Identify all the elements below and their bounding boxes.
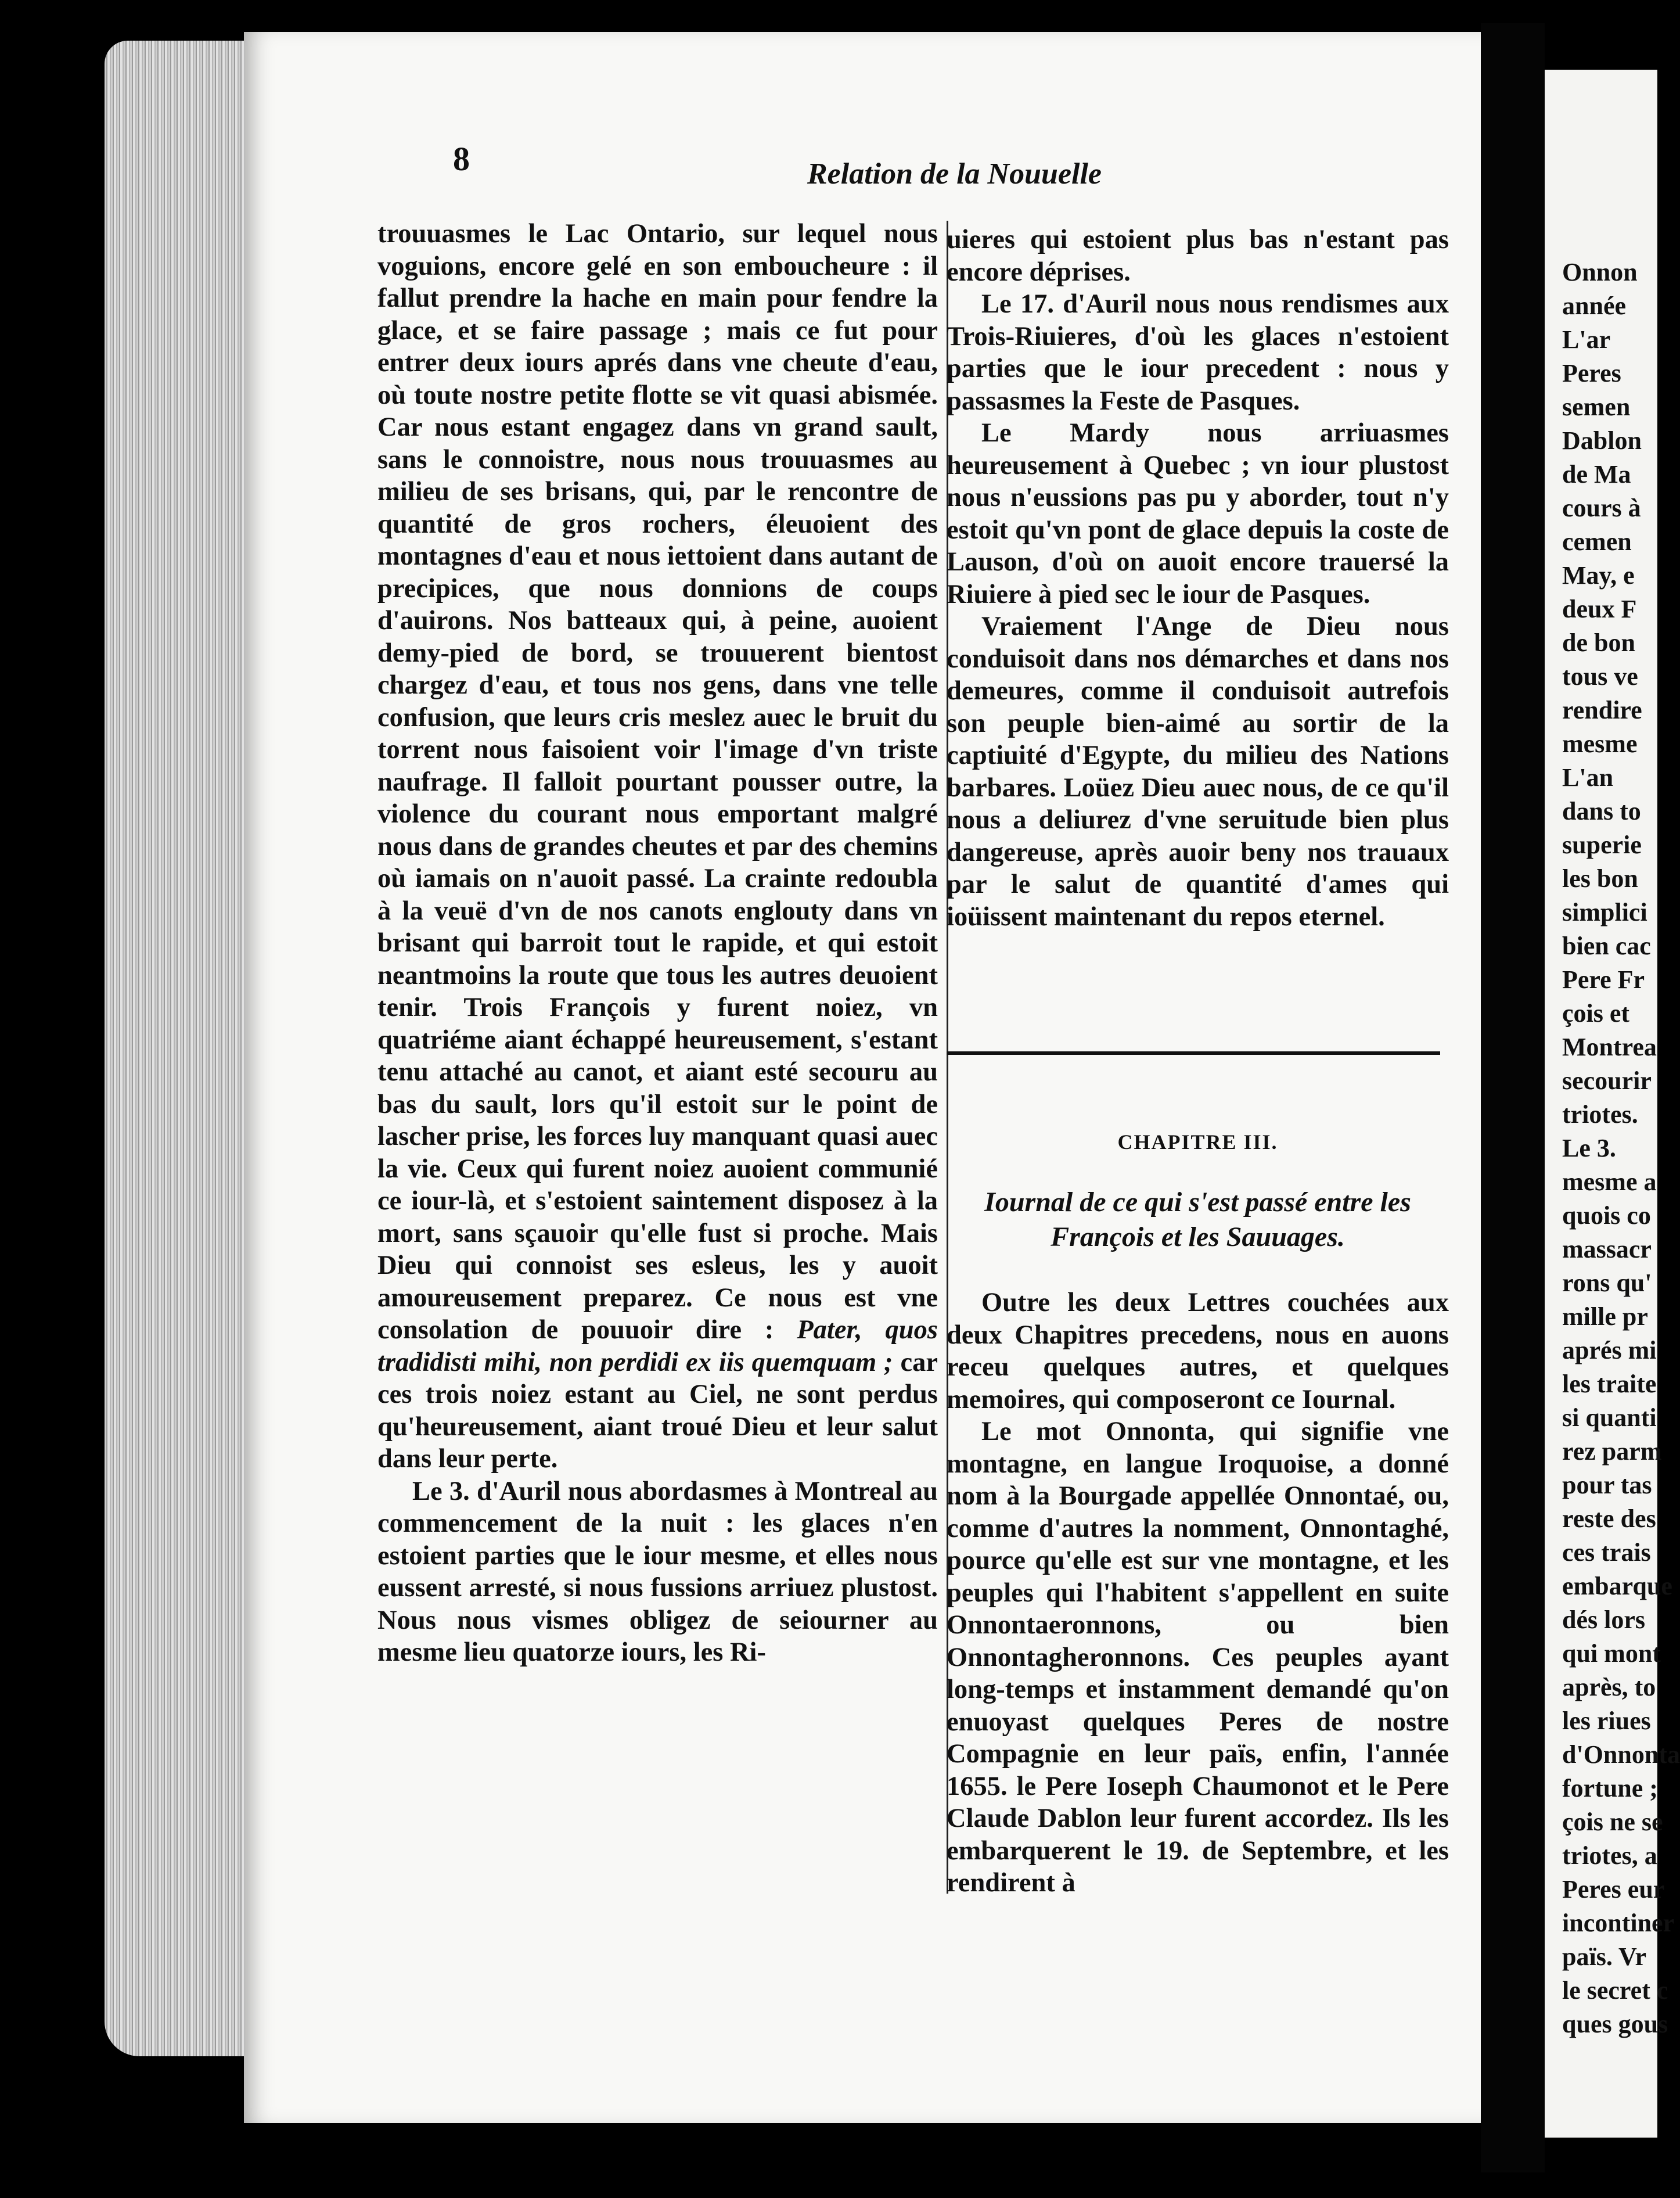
facing-page-line: Peres eur (1562, 1875, 1665, 1904)
facing-page-line: L'ar (1562, 325, 1611, 354)
right-paragraph-1: uieres qui estoient plus bas n'estant pas encore déprises. (947, 225, 1449, 287)
facing-page-line: semen (1562, 393, 1631, 421)
chapter-title (947, 1185, 1449, 1255)
running-head: Relation de la Nouuelle (807, 157, 1102, 191)
facing-page-line: dés lors (1562, 1606, 1645, 1634)
facing-page-line: païs. Vr (1562, 1942, 1647, 1971)
left-paragraph-1-text: trouuasmes le Lac Ontario, sur lequel nous voguions, encore gelé en son emboucheure : il fallut prendre la hache en main pour fendre la glace, et se faire passage ; mais ce fut pour entrer deux iours aprés dans vne cheute d'eau, où toute nostre petite flotte se vit quasi abismée. Car nous estant engagez dans vn grand sault, sans le connoistre, nous nous trouuasmes au milieu de ses brisans, qui, par le rencontre de quantité de gros rochers, éleuoient des montagnes d'eau et nous iettoient dans autant de precipices, que nous donnions de coups d'auirons. Nos batteaux qui, à peine, auoient demy-pied de bord, se trouuerent bientost chargez d'eau, et tous nos gens, dans vne telle confusion, que leurs cris meslez auec le bruit du torrent nous faisoient voir l'image d'vn triste naufrage. Il falloit pourtant pousser outre, la violence du courant nous emportant malgré nous dans de grandes cheutes et par des chemins où iamais on n'auoit passé. La crainte redoubla à la veuë d'vn de nos canots englouty dans vn brisant qui barroit tout le rapide, et qui estoit neantmoins la route que tous les autres deuoient tenir. Trois François y furent noiez, vn quatriéme aiant échappé heureusement, s'estant tenu attaché au canot, et aiant esté secouru au bas du sault, lors qu'il estoit sur le point de lascher prise, les forces luy manquant quasi auec la vie. Ceux qui furent noiez auoient communié ce iour-là, et s'estoient saintement disposez à la mort, sans sçauoir qu'elle fust si proche. Mais Dieu qui connoist ses esleus, les y auoit amoureusement preparez. Ce nous est vne consolation de pouuoir dire : (377, 219, 938, 1345)
facing-page-line: ces trais (1562, 1538, 1651, 1567)
section-divider (947, 1051, 1440, 1055)
facing-page-line: reste des (1562, 1504, 1656, 1533)
facing-page-line: May, e (1562, 561, 1635, 590)
facing-page-line: pour tas (1562, 1471, 1652, 1499)
facing-page-line: mesme a (1562, 1168, 1657, 1196)
facing-page-line: triotes. (1562, 1100, 1638, 1129)
left-column (377, 218, 938, 1669)
facing-page-line: mille pr (1562, 1302, 1648, 1331)
left-paragraph-1-end: car ces trois noiez estant au Ciel, ne sont perdus qu'heureusement, aiant troué Dieu et leur salut dans leur perte. (377, 1347, 938, 1474)
facing-page-line: si quanti (1562, 1403, 1657, 1432)
right-paragraph-4: Vraiement l'Ange de Dieu nous conduisoit dans nos démarches et dans nos demeures, comme il conduisoit autrefois son peuple bien-aimé au sortir de la captiuité d'Egypte, du milieu des Nations barbares. Loüez Dieu auec nous, de ce qu'il nous a deliurez d'vne seruitude bien plus dangereuse, après auoir beny nos trauaux par le salut de quantité d'ames qui ioüissent maintenant du repos eternel. (947, 612, 1449, 932)
chapter-heading: CHAPITRE III. (1117, 1130, 1278, 1154)
facing-page-line: superie (1562, 831, 1642, 859)
facing-page-line: rons qu' (1562, 1269, 1652, 1297)
facing-page-line: le secret c (1562, 1976, 1668, 2005)
facing-page-line: triotes, a (1562, 1841, 1657, 1870)
right-paragraph-3: Le Mardy nous arriuasmes heureusement à Quebec ; vn iour plustost nous n'eussions pas pu y aborder, tout n'y estoit qu'vn pont de glace depuis la coste de Lauson, d'où on auoit encore trauersé la Riuiere à pied sec le iour de Pasques. (947, 418, 1449, 609)
chapter-title-line-1: Iournal de ce qui s'est passé entre les (984, 1187, 1411, 1217)
facing-page-line: après, to (1562, 1673, 1656, 1701)
facing-page-line: massacr (1562, 1235, 1652, 1263)
facing-page-line: rendire (1562, 696, 1642, 724)
chapter-title-line-2: François et les Sauuages. (1051, 1222, 1345, 1252)
facing-page-line: Pere Fr (1562, 965, 1645, 994)
facing-page-line: L'an (1562, 763, 1614, 792)
facing-page-line: les riues (1562, 1707, 1651, 1735)
facing-page-line: année (1562, 292, 1626, 320)
facing-page-line: fortune ; (1562, 1774, 1658, 1802)
facing-page-line: d'Onnonta (1562, 1740, 1680, 1769)
book-gutter (1481, 23, 1545, 2172)
facing-page-line: cours à (1562, 494, 1641, 522)
facing-page-line: qui mont (1562, 1639, 1661, 1668)
facing-page-line: cemen (1562, 527, 1632, 556)
facing-page-line: mesme (1562, 730, 1638, 758)
right-paragraph-6: Le mot Onnonta, qui signifie vne montagne, en langue Iroquoise, a donné nom à la Bourgade appellée Onnontaé, ou, comme d'autres la nomment, Onnontaghé, pource qu'elle est sur vne montagne, et les peuples qui l'habitent s'appellent en suite Onnontaeronnons, ou bien Onnontagheronnons. Ces peuples ayant long-temps et instamment demandé qu'on enuoyast quelques Peres de nostre Compagnie en leur païs, enfin, l'année 1655. le Pere Ioseph Chaumonot et le Pere Claude Dablon leur furent accordez. Ils les embarquerent le 19. de Septembre, et les rendirent à (947, 1417, 1449, 1898)
facing-page-line: çois ne se (1562, 1808, 1663, 1836)
facing-page-line: secourir (1562, 1066, 1652, 1095)
left-paragraph-1 (377, 218, 938, 1475)
facing-page-line: Montrea (1562, 1033, 1657, 1061)
facing-page-line: deux F (1562, 595, 1637, 623)
facing-page-line: Onnon (1562, 258, 1638, 286)
right-paragraph-2: Le 17. d'Auril nous nous rendismes aux Trois-Riuieres, d'où les glaces n'estoient parties que le iour precedent : nous y passasmes la Feste de Pasques. (947, 289, 1449, 416)
facing-page-line: simplici (1562, 898, 1647, 926)
facing-page-line: rez parm (1562, 1437, 1662, 1466)
facing-page-line: ques gous (1562, 2010, 1668, 2038)
facing-page-line: Dablon (1562, 426, 1642, 455)
facing-page-line: çois et (1562, 999, 1630, 1028)
facing-page-line: aprés mi (1562, 1336, 1657, 1364)
facing-page-line: incontiner (1562, 1909, 1675, 1937)
facing-page-line: les traite (1562, 1370, 1657, 1398)
facing-page-line: quois co (1562, 1201, 1651, 1230)
right-column-bottom (947, 1287, 1449, 1899)
facing-page-line: de bon (1562, 628, 1635, 657)
facing-page-line: tous ve (1562, 662, 1638, 691)
facing-page-line: Peres (1562, 359, 1621, 387)
page-number: 8 (453, 140, 470, 178)
facing-page-line: Le 3. (1562, 1134, 1616, 1162)
right-column-top (947, 224, 1449, 933)
facing-page-line: de Ma (1562, 460, 1631, 489)
left-paragraph-2: Le 3. d'Auril nous abordasmes à Montreal au commencement de la nuit : les glaces n'en estoient parties que le iour mesme, et elles nous eussent arresté, si nous fussions arriuez plustost. Nous nous vismes obligez de seiourner au mesme lieu quatorze iours, les Ri- (377, 1476, 938, 1667)
facing-page-line: dans to (1562, 797, 1641, 825)
facing-page-line: les bon (1562, 864, 1638, 893)
right-paragraph-5: Outre les deux Lettres couchées aux deux Chapitres precedens, nous en auons receu quelques autres, et quelques memoires, qui composeront ce Iournal. (947, 1288, 1449, 1414)
facing-page-line: embarque (1562, 1572, 1672, 1600)
facing-page-fragment (1545, 70, 1680, 2138)
facing-page-line: bien cac (1562, 932, 1651, 960)
latin-quotation: Pater, quos tradidisti mihi, non perdidi ex iis quemquam ; (377, 1315, 938, 1377)
